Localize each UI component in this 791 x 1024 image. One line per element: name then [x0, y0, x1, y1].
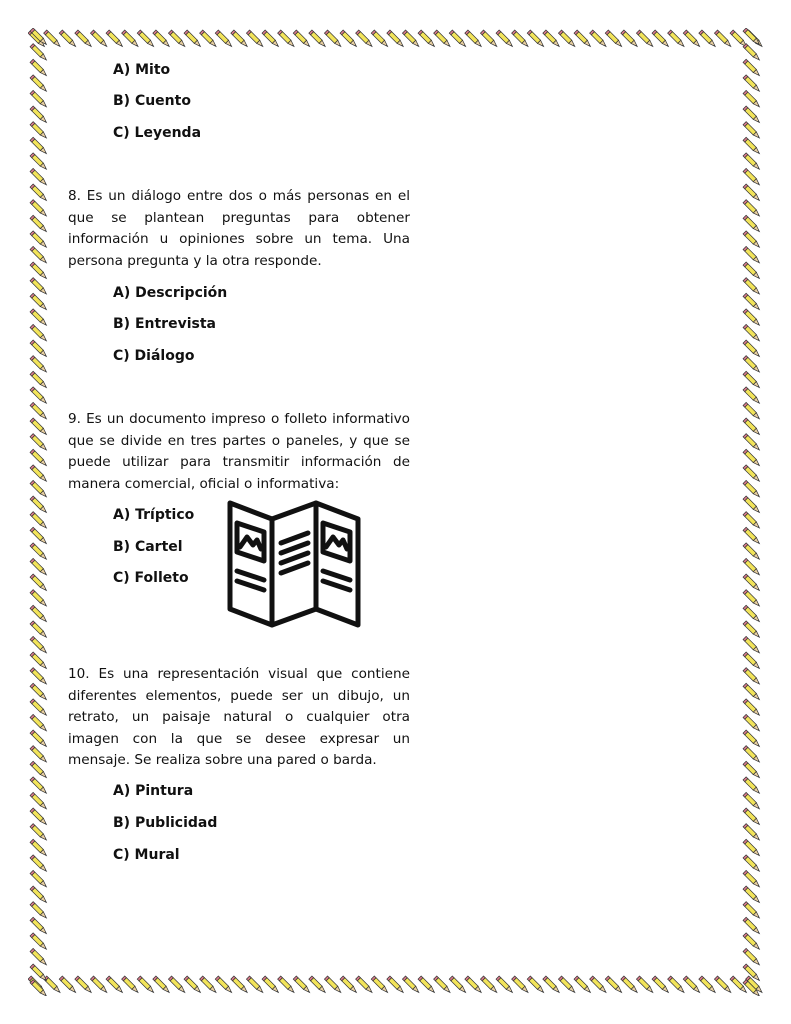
pencil-icon	[590, 30, 608, 48]
pencil-icon	[30, 839, 48, 857]
pencil-icon	[402, 30, 420, 48]
pencil-icon	[743, 824, 761, 842]
pencil-icon	[743, 683, 761, 701]
pencil-icon	[30, 917, 48, 935]
pencil-icon	[246, 30, 264, 48]
pencil-icon	[743, 714, 761, 732]
pencil-icon	[743, 90, 761, 108]
pencil-icon	[743, 371, 761, 389]
pencil-icon	[30, 652, 48, 670]
pencil-icon	[743, 855, 761, 873]
pencil-icon	[387, 976, 405, 994]
pencil-icon	[683, 976, 701, 994]
pencil-icon	[30, 44, 48, 62]
pencil-icon	[75, 30, 93, 48]
pencil-icon	[743, 293, 761, 311]
pencil-icon	[699, 30, 717, 48]
pencil-icon	[30, 200, 48, 218]
pencil-icon	[30, 324, 48, 342]
pencil-icon	[743, 668, 761, 686]
pencil-icon	[743, 621, 761, 639]
pencil-icon	[527, 976, 545, 994]
pencil-icon	[743, 480, 761, 498]
pencil-icon	[636, 976, 654, 994]
pencil-icon	[30, 480, 48, 498]
pencil-icon	[743, 605, 761, 623]
q8-option-a[interactable]: A) Descripción	[113, 285, 228, 301]
pencil-icon	[743, 870, 761, 888]
pencil-icon	[574, 30, 592, 48]
pencil-icon	[30, 262, 48, 280]
pencil-icon	[652, 976, 670, 994]
pencil-icon	[278, 976, 296, 994]
pencil-icon	[743, 980, 761, 996]
pencil-icon	[262, 976, 280, 994]
question-9-text: 9. Es un documento impreso o folleto informativo que se divide en tres partes o paneles, y que se puede utilizar para transmitir información de manera comercial, oficial o informativa:	[68, 411, 410, 492]
pencil-icon	[558, 30, 576, 48]
pencil-icon	[743, 356, 761, 374]
pencil-icon	[743, 106, 761, 124]
pencil-icon	[122, 976, 140, 994]
pencil-icon	[743, 184, 761, 202]
pencil-icon	[30, 699, 48, 717]
pencil-icon	[356, 30, 374, 48]
pencil-icon	[743, 730, 761, 748]
pencil-icon	[743, 527, 761, 545]
pencil-icon	[621, 976, 639, 994]
pencil-icon	[278, 30, 296, 48]
pencil-icon	[30, 278, 48, 296]
pencil-icon	[168, 30, 186, 48]
question-10-text: 10. Es una representación visual que contiene diferentes elementos, puede ser un dibujo, un retrato, un paisaje natural o cualquier otra imagen con la que se desee expresar un mensaje. Se realiza sobre una pared o barda.	[68, 666, 410, 769]
pencil-icon	[743, 137, 761, 155]
pencil-icon	[512, 976, 530, 994]
pencil-icon	[605, 976, 623, 994]
pencil-icon	[30, 761, 48, 779]
pencil-icon	[434, 30, 452, 48]
pencil-icon	[743, 652, 761, 670]
pencil-icon	[30, 933, 48, 951]
pencil-icon	[743, 777, 761, 795]
pencil-icon	[30, 512, 48, 530]
pencil-icon	[106, 976, 124, 994]
pencil-icon	[743, 465, 761, 483]
q10-option-a[interactable]: A) Pintura	[113, 783, 194, 799]
pencil-icon	[743, 948, 761, 966]
pencil-icon	[387, 30, 405, 48]
pencil-icon	[743, 964, 761, 982]
pencil-icon	[30, 184, 48, 202]
pencil-icon	[200, 30, 218, 48]
pencil-icon	[743, 309, 761, 327]
q10-option-b[interactable]: B) Publicidad	[113, 815, 218, 831]
pencil-icon	[743, 324, 761, 342]
pencil-icon	[231, 976, 249, 994]
pencil-icon	[30, 465, 48, 483]
pencil-icon	[743, 231, 761, 249]
pencil-icon	[356, 976, 374, 994]
pencil-icon	[743, 574, 761, 592]
pencil-icon	[743, 512, 761, 530]
pencil-icon	[743, 418, 761, 436]
pencil-icon	[743, 543, 761, 561]
pencil-icon	[30, 449, 48, 467]
pencil-icon	[480, 976, 498, 994]
pencil-icon	[465, 30, 483, 48]
pencil-icon	[743, 153, 761, 171]
pencil-icon	[371, 30, 389, 48]
pencil-icon	[465, 976, 483, 994]
pencil-icon	[59, 30, 77, 48]
pencil-icon	[605, 30, 623, 48]
pencil-icon	[137, 976, 155, 994]
pencil-border-top	[28, 28, 763, 50]
pencil-icon	[743, 75, 761, 93]
pencil-icon	[215, 976, 233, 994]
pencil-icon	[371, 976, 389, 994]
pencil-icon	[480, 30, 498, 48]
pencil-icon	[30, 886, 48, 904]
q9-option-b[interactable]: B) Cartel	[113, 539, 183, 555]
pencil-icon	[30, 855, 48, 873]
pencil-icon	[743, 434, 761, 452]
pencil-icon	[30, 980, 48, 996]
pencil-icon	[30, 730, 48, 748]
pencil-icon	[30, 636, 48, 654]
pencil-icon	[743, 215, 761, 233]
pencil-icon	[122, 30, 140, 48]
pencil-icon	[743, 590, 761, 608]
pencil-icon	[106, 30, 124, 48]
pencil-icon	[449, 976, 467, 994]
pencil-icon	[30, 948, 48, 966]
pencil-icon	[30, 714, 48, 732]
pencil-icon	[418, 976, 436, 994]
pencil-icon	[30, 340, 48, 358]
pencil-icon	[153, 30, 171, 48]
pencil-icon	[30, 168, 48, 186]
pencil-icon	[714, 976, 732, 994]
pencil-icon	[743, 792, 761, 810]
pencil-icon	[543, 30, 561, 48]
pencil-icon	[30, 215, 48, 233]
pencil-icon	[527, 30, 545, 48]
pencil-icon	[30, 964, 48, 982]
pencil-icon	[30, 590, 48, 608]
pencil-icon	[246, 976, 264, 994]
triptych-brochure-icon	[226, 497, 362, 631]
pencil-icon	[743, 28, 761, 46]
pencil-icon	[449, 30, 467, 48]
pencil-icon	[30, 418, 48, 436]
pencil-icon	[743, 902, 761, 920]
pencil-icon	[184, 30, 202, 48]
pencil-icon	[30, 668, 48, 686]
pencil-icon	[743, 200, 761, 218]
pencil-icon	[743, 496, 761, 514]
pencil-icon	[743, 449, 761, 467]
q8-option-c[interactable]: C) Diálogo	[113, 348, 195, 364]
pencil-icon	[293, 30, 311, 48]
pencil-icon	[743, 839, 761, 857]
q7-option-a[interactable]: A) Mito	[113, 62, 171, 78]
pencil-icon	[743, 917, 761, 935]
pencil-icon	[30, 683, 48, 701]
pencil-icon	[309, 976, 327, 994]
pencil-icon	[30, 621, 48, 639]
pencil-icon	[30, 28, 48, 46]
pencil-icon	[30, 75, 48, 93]
pencil-icon	[30, 434, 48, 452]
pencil-icon	[30, 527, 48, 545]
pencil-icon	[683, 30, 701, 48]
pencil-icon	[743, 746, 761, 764]
pencil-icon	[309, 30, 327, 48]
q7-option-c[interactable]: C) Leyenda	[113, 125, 202, 141]
pencil-icon	[743, 122, 761, 140]
pencil-icon	[30, 106, 48, 124]
pencil-icon	[699, 976, 717, 994]
pencil-icon	[402, 976, 420, 994]
q8-option-b[interactable]: B) Entrevista	[113, 316, 216, 332]
pencil-icon	[743, 808, 761, 826]
pencil-icon	[652, 30, 670, 48]
pencil-icon	[30, 122, 48, 140]
pencil-icon	[743, 387, 761, 405]
pencil-icon	[743, 558, 761, 576]
pencil-icon	[137, 30, 155, 48]
pencil-icon	[743, 636, 761, 654]
pencil-icon	[30, 870, 48, 888]
pencil-border-left	[28, 28, 50, 996]
pencil-border-right	[741, 28, 763, 996]
pencil-icon	[543, 976, 561, 994]
pencil-icon	[215, 30, 233, 48]
pencil-icon	[668, 30, 686, 48]
pencil-icon	[743, 246, 761, 264]
pencil-icon	[743, 340, 761, 358]
pencil-icon	[59, 976, 77, 994]
pencil-icon	[30, 293, 48, 311]
pencil-icon	[30, 231, 48, 249]
pencil-icon	[30, 371, 48, 389]
pencil-icon	[262, 30, 280, 48]
pencil-icon	[496, 30, 514, 48]
pencil-icon	[30, 605, 48, 623]
pencil-icon	[574, 976, 592, 994]
pencil-icon	[30, 402, 48, 420]
pencil-icon	[30, 543, 48, 561]
question-8-text: 8. Es un diálogo entre dos o más personas en el que se plantean preguntas para obtener información u opiniones sobre un tema. Una persona pregunta y la otra responde.	[68, 188, 410, 269]
pencil-icon	[200, 976, 218, 994]
pencil-icon	[30, 777, 48, 795]
pencil-icon	[621, 30, 639, 48]
pencil-icon	[30, 59, 48, 77]
pencil-icon	[324, 976, 342, 994]
pencil-icon	[558, 976, 576, 994]
q9-option-c[interactable]: C) Folleto	[113, 570, 189, 586]
pencil-icon	[30, 137, 48, 155]
pencil-icon	[30, 746, 48, 764]
pencil-icon	[168, 976, 186, 994]
pencil-icon	[743, 262, 761, 280]
pencil-icon	[496, 976, 514, 994]
pencil-icon	[30, 574, 48, 592]
pencil-icon	[590, 976, 608, 994]
pencil-icon	[668, 976, 686, 994]
pencil-icon	[30, 902, 48, 920]
pencil-icon	[90, 30, 108, 48]
pencil-icon	[743, 699, 761, 717]
pencil-icon	[512, 30, 530, 48]
pencil-icon	[743, 44, 761, 62]
q10-option-c[interactable]: C) Mural	[113, 847, 180, 863]
pencil-icon	[714, 30, 732, 48]
pencil-icon	[340, 30, 358, 48]
pencil-icon	[743, 278, 761, 296]
pencil-icon	[30, 90, 48, 108]
pencil-icon	[153, 976, 171, 994]
pencil-icon	[30, 496, 48, 514]
pencil-icon	[418, 30, 436, 48]
pencil-icon	[30, 387, 48, 405]
pencil-icon	[30, 558, 48, 576]
pencil-icon	[184, 976, 202, 994]
pencil-icon	[30, 356, 48, 374]
pencil-icon	[743, 761, 761, 779]
pencil-icon	[30, 246, 48, 264]
pencil-icon	[743, 402, 761, 420]
q7-option-b[interactable]: B) Cuento	[113, 93, 191, 109]
pencil-icon	[324, 30, 342, 48]
pencil-icon	[30, 824, 48, 842]
pencil-icon	[293, 976, 311, 994]
pencil-icon	[636, 30, 654, 48]
pencil-icon	[30, 153, 48, 171]
pencil-icon	[75, 976, 93, 994]
pencil-icon	[743, 59, 761, 77]
pencil-icon	[743, 886, 761, 904]
pencil-icon	[743, 168, 761, 186]
pencil-icon	[30, 808, 48, 826]
pencil-icon	[90, 976, 108, 994]
pencil-icon	[743, 933, 761, 951]
pencil-icon	[30, 792, 48, 810]
pencil-icon	[340, 976, 358, 994]
pencil-icon	[231, 30, 249, 48]
q9-option-a[interactable]: A) Tríptico	[113, 507, 195, 523]
pencil-icon	[434, 976, 452, 994]
pencil-border-bottom	[28, 974, 763, 996]
pencil-icon	[30, 309, 48, 327]
